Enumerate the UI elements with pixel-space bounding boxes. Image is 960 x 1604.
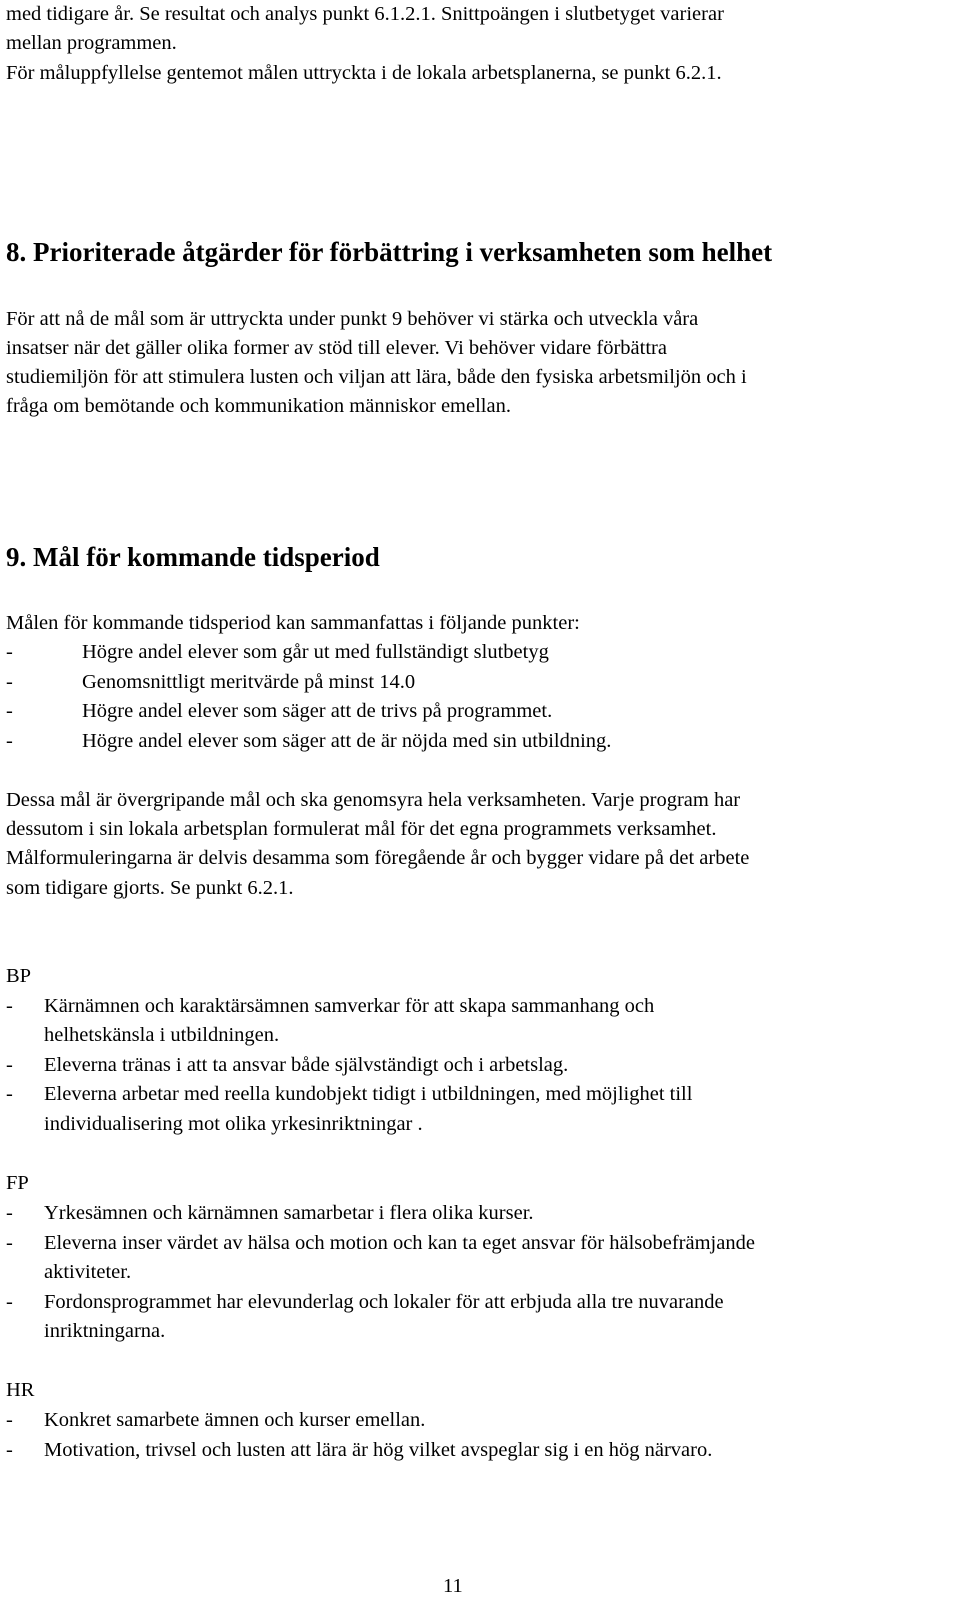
goal-item: Genomsnittligt meritvärde på minst 14.0 <box>82 671 416 693</box>
goal-item: Högre andel elever som säger att de är nöjda med sin utbildning. <box>82 730 612 752</box>
hr-item: Motivation, trivsel och lusten att lära är hög vilket avspeglar sig i en hög närvaro. <box>44 1439 713 1461</box>
section-8-heading: 8. Prioriterade åtgärder för förbättring i verksamheten som helhet <box>6 237 773 267</box>
fp-item-cont: aktiviteter. <box>44 1261 132 1283</box>
bullet-dash: - <box>6 671 13 693</box>
hr-item: Konkret samarbete ämnen och kurser emellan. <box>44 1409 426 1431</box>
goal-item: Högre andel elever som går ut med fullständigt slutbetyg <box>82 641 549 663</box>
section-8-text: fråga om bemötande och kommunikation människor emellan. <box>6 395 511 417</box>
bullet-dash: - <box>6 1439 13 1461</box>
bp-item-cont: individualisering mot olika yrkesinriktningar . <box>44 1113 423 1135</box>
program-label-hr: HR <box>6 1379 35 1401</box>
bullet-dash: - <box>6 1232 13 1254</box>
section-9-paragraph: som tidigare gjorts. Se punkt 6.2.1. <box>6 877 294 899</box>
bullet-dash: - <box>6 1054 13 1076</box>
bp-item: Kärnämnen och karaktärsämnen samverkar för att skapa sammanhang och <box>44 995 655 1017</box>
fp-item-cont: inriktningarna. <box>44 1320 166 1342</box>
section-9-paragraph: Målformuleringarna är delvis desamma som föregående år och bygger vidare på det arbete <box>6 847 750 869</box>
fp-item: Fordonsprogrammet har elevunderlag och lokaler för att erbjuda alla tre nuvarande <box>44 1291 724 1313</box>
page-number: 11 <box>443 1575 463 1597</box>
bullet-dash: - <box>6 700 13 722</box>
section-9-paragraph: dessutom i sin lokala arbetsplan formulerat mål för det egna programmets verksamhet. <box>6 818 717 840</box>
section-8-text: insatser när det gäller olika former av stöd till elever. Vi behöver vidare förbättra <box>6 337 667 359</box>
section-8-text: studiemiljön för att stimulera lusten och viljan att lära, både den fysiska arbetsmiljön och i <box>6 366 747 388</box>
intro-line: För måluppfyllelse gentemot målen uttryckta i de lokala arbetsplanerna, se punkt 6.2.1. <box>6 62 722 84</box>
section-8-text: För att nå de mål som är uttryckta under punkt 9 behöver vi stärka och utveckla våra <box>6 308 699 330</box>
bp-item: Eleverna arbetar med reella kundobjekt tidigt i utbildningen, med möjlighet till <box>44 1083 693 1105</box>
bullet-dash: - <box>6 1291 13 1313</box>
bullet-dash: - <box>6 1083 13 1105</box>
program-label-fp: FP <box>6 1172 29 1194</box>
section-9-paragraph: Dessa mål är övergripande mål och ska genomsyra hela verksamheten. Varje program har <box>6 789 741 811</box>
goal-item: Högre andel elever som säger att de trivs på programmet. <box>82 700 553 722</box>
bp-item-cont: helhetskänsla i utbildningen. <box>44 1024 280 1046</box>
bp-item: Eleverna tränas i att ta ansvar både självständigt och i arbetslag. <box>44 1054 569 1076</box>
section-9-heading: 9. Mål för kommande tidsperiod <box>6 542 380 572</box>
intro-line: med tidigare år. Se resultat och analys punkt 6.1.2.1. Snittpoängen i slutbetyget varierar <box>6 3 724 25</box>
fp-item: Eleverna inser värdet av hälsa och motion och kan ta eget ansvar för hälsobefrämjande <box>44 1232 755 1254</box>
section-9-intro: Målen för kommande tidsperiod kan sammanfattas i följande punkter: <box>6 612 580 634</box>
fp-item: Yrkesämnen och kärnämnen samarbetar i flera olika kurser. <box>44 1202 534 1224</box>
bullet-dash: - <box>6 730 13 752</box>
program-label-bp: BP <box>6 965 32 987</box>
bullet-dash: - <box>6 1409 13 1431</box>
bullet-dash: - <box>6 1202 13 1224</box>
bullet-dash: - <box>6 641 13 663</box>
bullet-dash: - <box>6 995 13 1017</box>
intro-line: mellan programmen. <box>6 32 177 54</box>
